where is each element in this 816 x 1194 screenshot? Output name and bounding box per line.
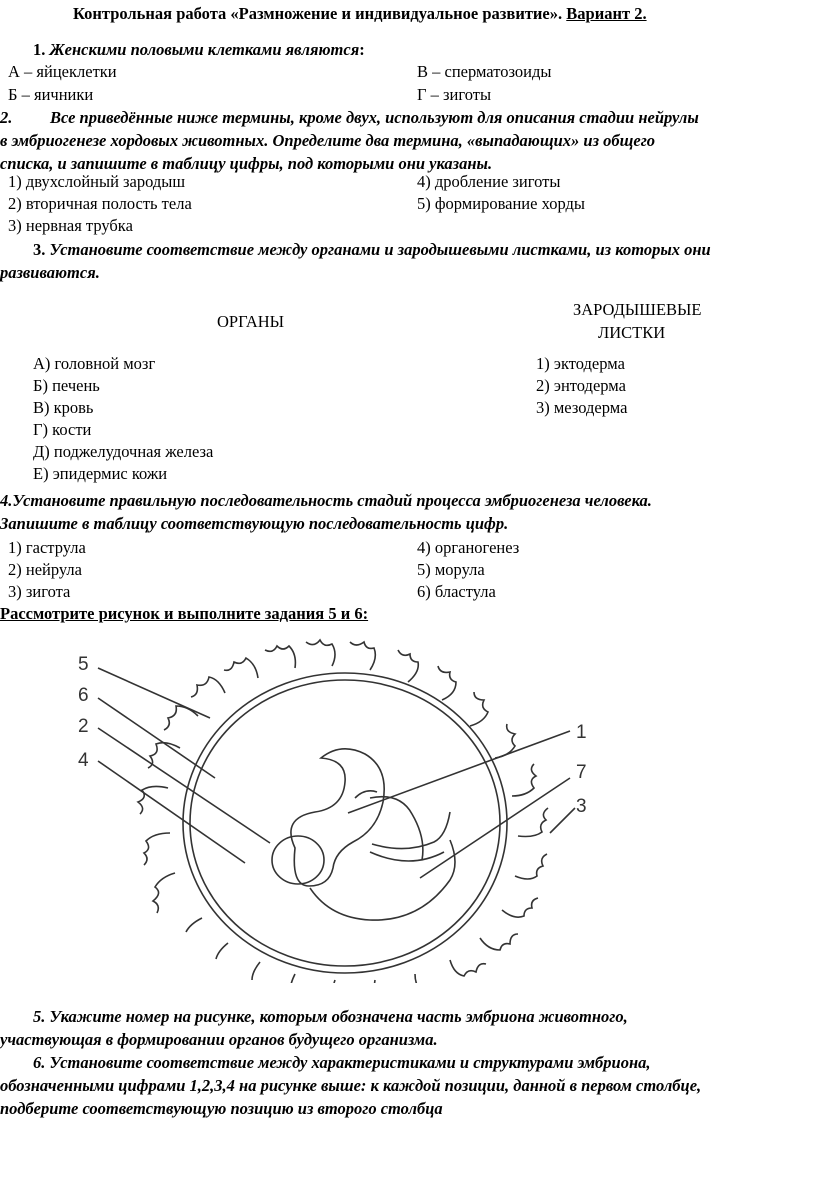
q4-option-4: 4) органогенез xyxy=(417,538,520,557)
q4-option-5: 5) морула xyxy=(417,560,485,579)
q6-text-1: Установите соответствие между характеристиками и структурами эмбриона, xyxy=(49,1053,651,1072)
organ-item: В) кровь xyxy=(33,398,94,417)
q1-option-g: Г – зиготы xyxy=(417,85,492,104)
q2-option-1: 1) двухслойный зародыш xyxy=(8,172,186,191)
q2-option-3: 3) нервная трубка xyxy=(8,216,133,235)
organ-item: Г) кости xyxy=(33,420,92,439)
q5-line-2: участвующая в формировании органов будущего организма. xyxy=(0,1030,438,1049)
q2-text-1: Все приведённые ниже термины, кроме двух, используют для описания стадии нейрулы xyxy=(50,108,699,127)
label-6: 6 xyxy=(78,685,89,706)
q2-line-2: в эмбриогенезе хордовых животных. Определите два термина, «выпадающих» из общего xyxy=(0,131,656,150)
label-2: 2 xyxy=(78,716,89,737)
q2-option-2: 2) вторичная полость тела xyxy=(8,194,192,213)
organ-item: А) головной мозг xyxy=(33,354,156,373)
q3-line-1 xyxy=(0,238,811,261)
chorion-villi xyxy=(138,640,548,983)
q5-number: 5. xyxy=(33,1007,46,1026)
q3-line-2: развиваются. xyxy=(0,263,100,282)
q6-line-3: подберите соответствующую позицию из второго столбца xyxy=(0,1099,443,1118)
organ-item: Е) эпидермис кожи xyxy=(33,464,168,483)
title-text: Контрольная работа «Размножение и индивидуальное развитие». xyxy=(73,4,563,23)
organs-header: ОРГАНЫ xyxy=(217,312,285,331)
q2-line-1 xyxy=(0,106,811,129)
figure-caption: Рассмотрите рисунок и выполните задания 5 и 6: xyxy=(0,604,369,623)
allantois-stalk xyxy=(370,812,450,861)
chorion-inner-circle xyxy=(190,680,500,966)
q5-text-1: Укажите номер на рисунке, которым обозначена часть эмбриона животного, xyxy=(49,1007,628,1026)
q1-option-b: Б – яичники xyxy=(8,85,94,104)
q1-option-a: А – яйцеклетки xyxy=(8,62,117,81)
q4-line-1: 4.Установите правильную последовательность стадий процесса эмбриогенеза человека. xyxy=(0,491,652,510)
leader-7 xyxy=(420,778,570,878)
q6-line-1 xyxy=(0,1051,811,1074)
embryo xyxy=(291,749,384,886)
organ-item: Б) печень xyxy=(33,376,100,395)
q1-number: 1. xyxy=(33,40,46,59)
q4-line-2: Запишите в таблицу соответствующую последовательность цифр. xyxy=(0,514,509,533)
q3-number-text: 3. xyxy=(33,240,46,259)
q6-number: 6. xyxy=(33,1053,46,1072)
layer-item: 3) мезодерма xyxy=(536,398,628,417)
amnion xyxy=(310,791,455,920)
leader-2 xyxy=(98,728,270,843)
q5-line-1 xyxy=(0,1005,811,1028)
q2-line-3: списка, и запишите в таблицу цифры, под которыми они указаны. xyxy=(0,154,493,173)
leader-6 xyxy=(98,698,215,778)
layers-header-1: ЗАРОДЫШЕВЫЕ xyxy=(573,300,702,319)
layer-item: 1) эктодерма xyxy=(536,354,625,373)
label-7: 7 xyxy=(576,762,587,783)
q1-colon: : xyxy=(359,40,365,59)
q4-option-6: 6) бластула xyxy=(417,582,496,601)
q1-option-v: В – сперматозоиды xyxy=(417,62,552,81)
embryo-diagram xyxy=(70,638,610,983)
layer-item: 2) энтодерма xyxy=(536,376,626,395)
q6-line-2: обозначенными цифрами 1,2,3,4 на рисунке выше: к каждой позиции, данной в первом столбце, xyxy=(0,1076,702,1095)
page-title xyxy=(73,4,647,24)
label-4: 4 xyxy=(78,750,89,771)
q2-option-4: 4) дробление зиготы xyxy=(417,172,561,191)
layers-header-2: ЛИСТКИ xyxy=(598,323,666,342)
yolk-sac xyxy=(272,836,324,884)
q2-option-5: 5) формирование хорды xyxy=(417,194,585,213)
q1-text: Женскими половыми клетками являются xyxy=(49,40,360,59)
variant-label: Вариант 2. xyxy=(566,4,647,23)
organ-item: Д) поджелудочная железа xyxy=(33,442,214,461)
leader-5 xyxy=(98,668,210,718)
q3-text-1: Установите соответствие между органами и зародышевыми листками, из которых они xyxy=(49,240,711,259)
chorion-circle xyxy=(183,673,507,973)
q4-option-2: 2) нейрула xyxy=(8,560,82,579)
q4-option-3: 3) зигота xyxy=(8,582,71,601)
q4-option-1: 1) гаструла xyxy=(8,538,86,557)
label-3: 3 xyxy=(576,796,587,817)
q2-number: 2. xyxy=(0,108,13,127)
q1-question xyxy=(33,40,365,60)
label-5: 5 xyxy=(78,654,89,675)
leader-3 xyxy=(550,808,575,833)
label-1: 1 xyxy=(576,722,587,743)
